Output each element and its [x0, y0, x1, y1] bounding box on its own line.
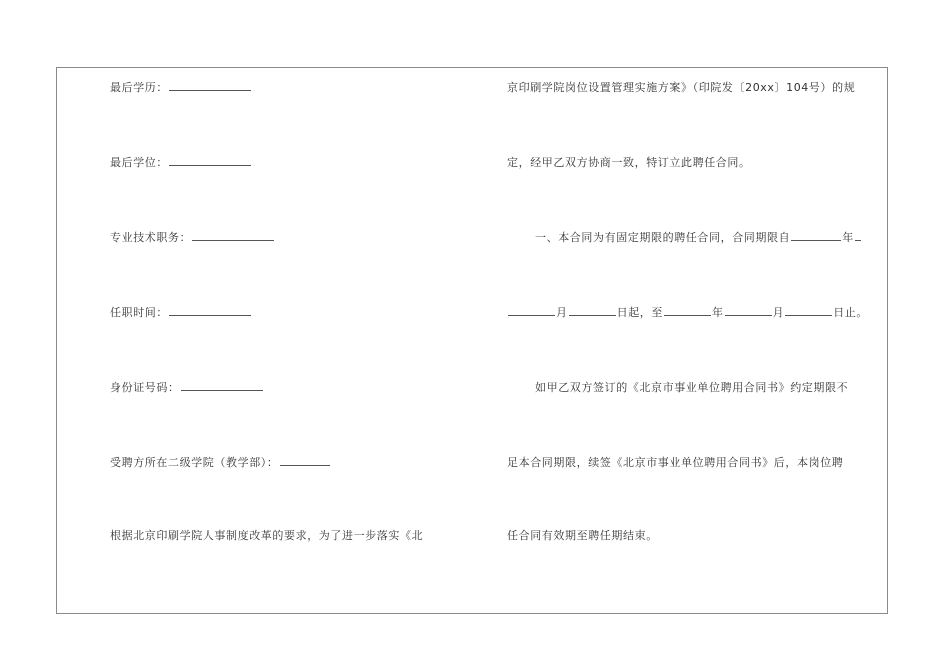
degree-line — [110, 155, 252, 171]
appoint-time-line — [110, 305, 252, 321]
title-blank — [192, 230, 274, 241]
start-year-tail-blank — [855, 230, 861, 241]
right-text-1: 京印刷学院岗位设置管理实施方案》（印院发〔20xx〕104号）的规 — [507, 81, 856, 94]
right-line-2 — [507, 155, 751, 171]
id-blank — [181, 380, 263, 391]
right-line-1 — [507, 80, 855, 96]
appoint-time-label: 任职时间： — [110, 306, 168, 319]
college-line — [110, 455, 331, 471]
term-dates-line — [507, 305, 868, 321]
start-year-blank — [791, 230, 841, 241]
right-line-7 — [507, 528, 658, 544]
id-line — [110, 380, 264, 396]
term-prefix: 一、本合同为有固定期限的聘任合同，合同期限自 — [535, 231, 791, 244]
term-line — [535, 230, 862, 246]
start-month-label: 月 — [556, 306, 568, 319]
education-label: 最后学历： — [110, 81, 168, 94]
title-line — [110, 230, 275, 246]
end-year-blank — [664, 305, 711, 316]
id-label: 身份证号码： — [110, 381, 180, 394]
right-line-6 — [507, 455, 843, 471]
end-month-blank — [725, 305, 772, 316]
basis-line — [110, 528, 423, 544]
right-line-5 — [535, 380, 848, 396]
start-year-label: 年 — [842, 231, 854, 244]
end-day-blank — [785, 305, 832, 316]
start-day-blank — [569, 305, 616, 316]
end-month-label: 月 — [772, 306, 785, 319]
education-blank — [169, 80, 251, 91]
end-year-label: 年 — [712, 306, 724, 319]
right-text-2: 定，经甲乙双方协商一致，特订立此聘任合同。 — [507, 156, 751, 169]
appoint-time-blank — [169, 305, 251, 316]
basis-text: 根据北京印刷学院人事制度改革的要求，为了进一步落实《北 — [110, 529, 424, 542]
title-label: 专业技术职务： — [110, 231, 192, 244]
education-line — [110, 80, 252, 96]
college-label: 受聘方所在二级学院（教学部）： — [110, 456, 279, 469]
degree-blank — [169, 155, 251, 166]
start-month-blank — [508, 305, 555, 316]
start-day-label: 日起，至 — [616, 306, 664, 319]
right-text-6: 足本合同期限，续签《北京市事业单位聘用合同书》后，本岗位聘 — [507, 456, 844, 469]
right-text-5: 如甲乙双方签订的《北京市事业单位聘用合同书》约定期限不 — [535, 381, 849, 394]
end-day-label: 日止。 — [833, 306, 869, 319]
right-text-7: 任合同有效期至聘任期结束。 — [507, 529, 658, 542]
college-blank — [280, 455, 330, 466]
degree-label: 最后学位： — [110, 156, 168, 169]
